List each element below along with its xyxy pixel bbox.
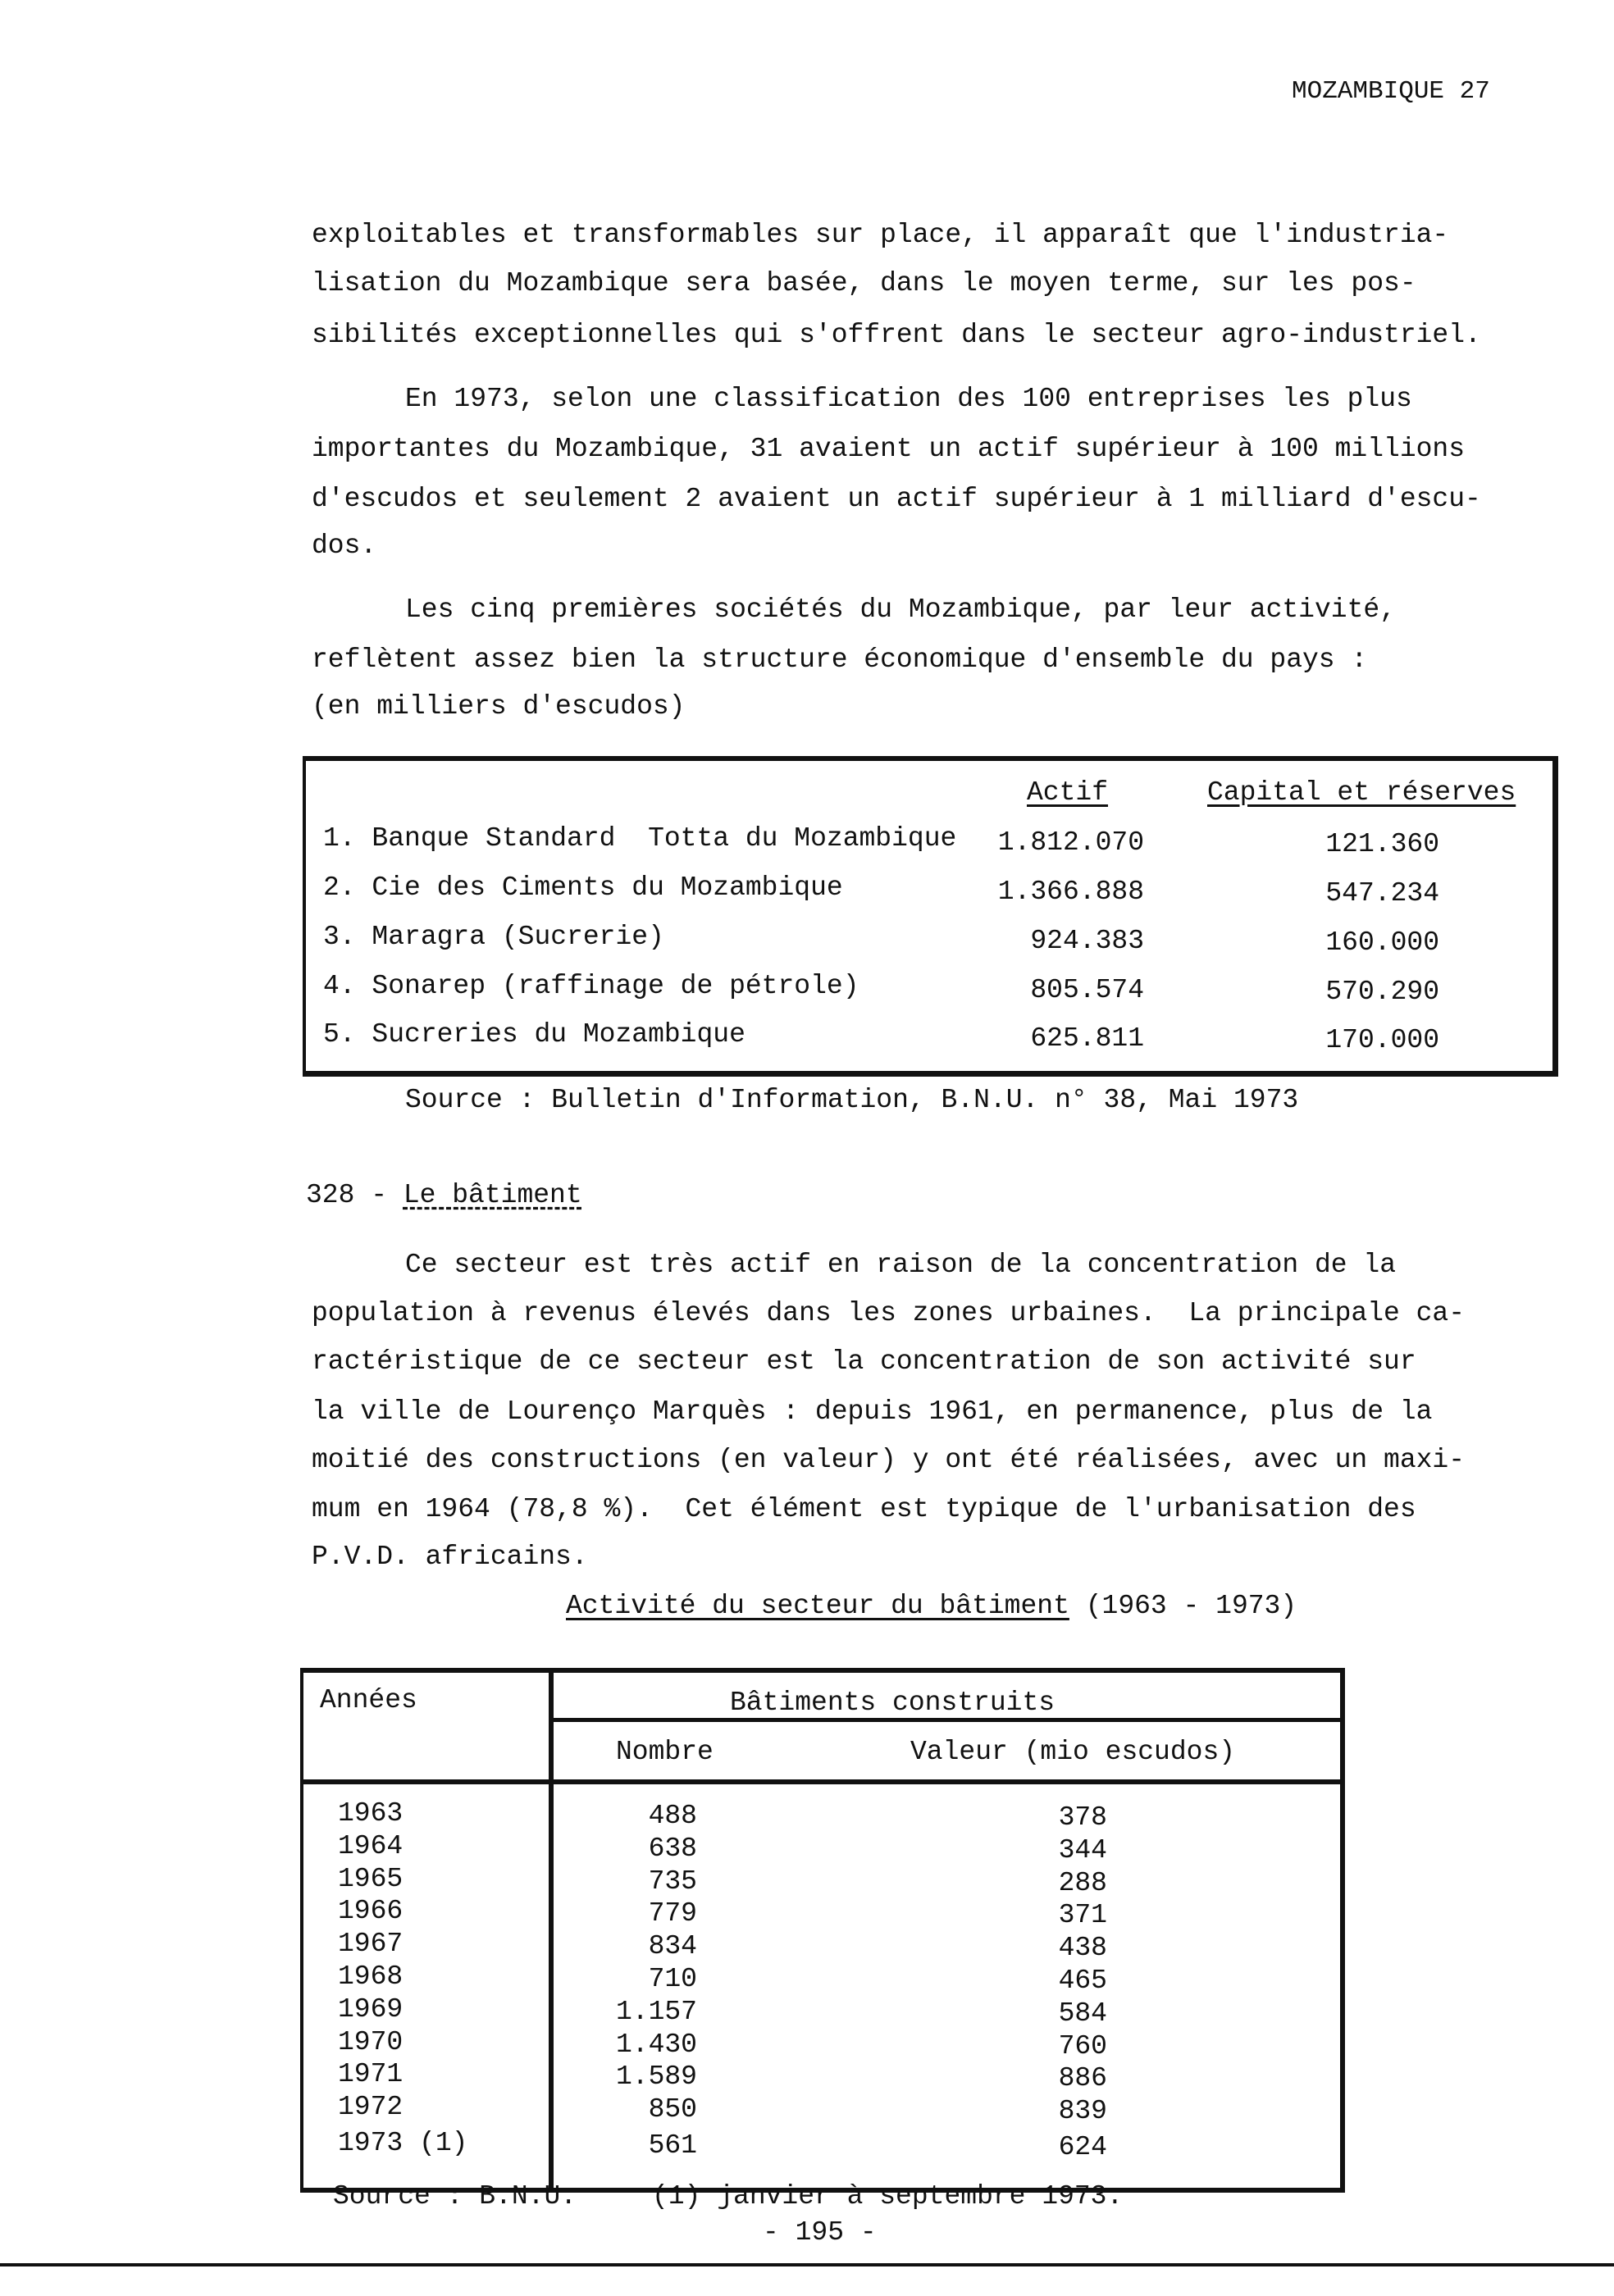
page-number: - 195 - xyxy=(763,2217,877,2248)
paragraph-line: P.V.D. africains. xyxy=(312,1542,588,1572)
company-capital: 160.000 xyxy=(1325,927,1439,958)
year-cell: 1968 xyxy=(338,1961,404,1992)
paragraph-line: Ce secteur est très actif en raison de la concentration de la xyxy=(405,1250,1396,1280)
company-name: 5. Sucreries du Mozambique xyxy=(323,1019,745,1050)
running-header: MOZAMBIQUE 27 xyxy=(1292,77,1490,106)
company-capital: 121.360 xyxy=(1325,829,1439,859)
table1-header-capital: Capital et réserves xyxy=(1207,777,1516,808)
valeur-cell: 839 xyxy=(1058,2096,1107,2127)
valeur-cell: 886 xyxy=(1058,2063,1107,2094)
valeur-cell: 624 xyxy=(1058,2132,1107,2162)
company-actif: 625.811 xyxy=(1030,1023,1144,1054)
company-name: 2. Cie des Ciments du Mozambique xyxy=(323,872,843,903)
company-actif: 924.383 xyxy=(1030,926,1144,956)
paragraph-line: En 1973, selon une classification des 100 entreprises les plus xyxy=(405,384,1412,414)
paragraph-line: population à revenus élevés dans les zones urbaines. La principale ca- xyxy=(312,1298,1466,1328)
nombre-cell: 710 xyxy=(648,1964,697,1994)
valeur-cell: 378 xyxy=(1058,1802,1107,1833)
valeur-cell: 344 xyxy=(1058,1834,1107,1866)
year-cell: 1965 xyxy=(338,1863,404,1894)
paragraph-line: Les cinq premières sociétés du Mozambique, par leur activité, xyxy=(405,594,1396,625)
company-name: 3. Maragra (Sucrerie) xyxy=(323,922,664,952)
section-number: 328 - xyxy=(306,1180,404,1210)
year-cell: 1970 xyxy=(338,2026,404,2057)
year-cell: 1963 xyxy=(338,1798,404,1829)
nombre-cell: 850 xyxy=(648,2094,697,2125)
valeur-cell: 465 xyxy=(1058,1966,1107,1996)
valeur-cell: 288 xyxy=(1058,1867,1107,1898)
company-capital: 547.234 xyxy=(1325,878,1439,909)
nombre-cell: 1.589 xyxy=(615,2061,697,2093)
nombre-cell: 488 xyxy=(648,1801,697,1831)
paragraph-line: lisation du Mozambique sera basée, dans le moyen terme, sur les pos- xyxy=(312,268,1416,298)
company-actif: 1.812.070 xyxy=(997,827,1144,858)
table2-caption xyxy=(566,1592,1297,1620)
paragraph-line: moitié des constructions (en valeur) y ont été réalisées, avec un maxi- xyxy=(312,1445,1466,1475)
paragraph-line: (en milliers d'escudos) xyxy=(312,691,686,722)
paragraph-line: ractéristique de ce secteur est la concentration de son activité sur xyxy=(312,1346,1416,1377)
year-cell: 1972 xyxy=(338,2092,404,2123)
company-actif: 1.366.888 xyxy=(997,877,1144,907)
table2-caption-years: (1963 - 1973) xyxy=(1069,1591,1297,1621)
paragraph-line: d'escudos et seulement 2 avaient un actif supérieur à 1 milliard d'escu- xyxy=(312,484,1481,514)
paragraph-line: dos. xyxy=(312,531,377,561)
year-cell: 1969 xyxy=(338,1993,404,2025)
table1-header-actif: Actif xyxy=(1027,777,1109,808)
nombre-cell: 834 xyxy=(648,1931,697,1962)
year-cell: 1967 xyxy=(338,1929,404,1960)
table1-source: Source : Bulletin d'Information, B.N.U. n° 38, Mai 1973 xyxy=(405,1085,1299,1115)
table2-note: (1) janvier à septembre 1973. xyxy=(652,2181,1124,2212)
table2-source: Source : B.N.U. xyxy=(333,2181,577,2212)
table2-header-valeur: Valeur (mio escudos) xyxy=(910,1737,1236,1767)
section-title: Le bâtiment xyxy=(403,1180,582,1210)
paragraph-line: reflètent assez bien la structure économique d'ensemble du pays : xyxy=(312,645,1368,675)
table2-body-divider xyxy=(302,1779,1342,1784)
company-name: 1. Banque Standard Totta du Mozambique xyxy=(323,823,957,854)
nombre-cell: 638 xyxy=(648,1833,697,1864)
year-cell: 1971 xyxy=(338,2059,404,2090)
table2-header-divider xyxy=(551,1718,1342,1722)
valeur-cell: 584 xyxy=(1058,1998,1107,2029)
year-cell: 1964 xyxy=(338,1830,404,1861)
paragraph-line: mum en 1964 (78,8 %). Cet élément est typique de l'urbanisation des xyxy=(312,1494,1416,1524)
valeur-cell: 760 xyxy=(1058,2030,1107,2061)
company-actif: 805.574 xyxy=(1030,975,1144,1005)
nombre-cell: 1.157 xyxy=(615,1996,697,2027)
bottom-rule xyxy=(0,2263,1614,2266)
year-cell: 1973 (1) xyxy=(338,2128,468,2158)
paragraph-line: la ville de Lourenço Marquès : depuis 1961, en permanence, plus de la xyxy=(312,1396,1433,1427)
paragraph-line: importantes du Mozambique, 31 avaient un actif supérieur à 100 millions xyxy=(312,434,1466,464)
nombre-cell: 779 xyxy=(648,1898,697,1929)
company-capital: 570.290 xyxy=(1325,977,1439,1007)
year-cell: 1966 xyxy=(338,1896,404,1927)
nombre-cell: 1.430 xyxy=(615,2029,697,2060)
table2-header-nombre: Nombre xyxy=(616,1737,714,1767)
nombre-cell: 561 xyxy=(648,2130,697,2161)
nombre-cell: 735 xyxy=(648,1866,697,1897)
valeur-cell: 438 xyxy=(1058,1933,1107,1964)
company-capital: 170.000 xyxy=(1325,1025,1439,1055)
valeur-cell: 371 xyxy=(1058,1900,1107,1931)
table2-caption-title: Activité du secteur du bâtiment xyxy=(566,1591,1069,1621)
paragraph-line: sibilités exceptionnelles qui s'offrent dans le secteur agro-industriel. xyxy=(312,320,1481,350)
section-heading xyxy=(306,1182,582,1209)
company-name: 4. Sonarep (raffinage de pétrole) xyxy=(323,971,859,1001)
table2-header-annees: Années xyxy=(320,1685,417,1715)
paragraph-line: exploitables et transformables sur place, il apparaît que l'industria- xyxy=(312,220,1449,250)
table2-header-group: Bâtiments construits xyxy=(730,1688,1055,1718)
